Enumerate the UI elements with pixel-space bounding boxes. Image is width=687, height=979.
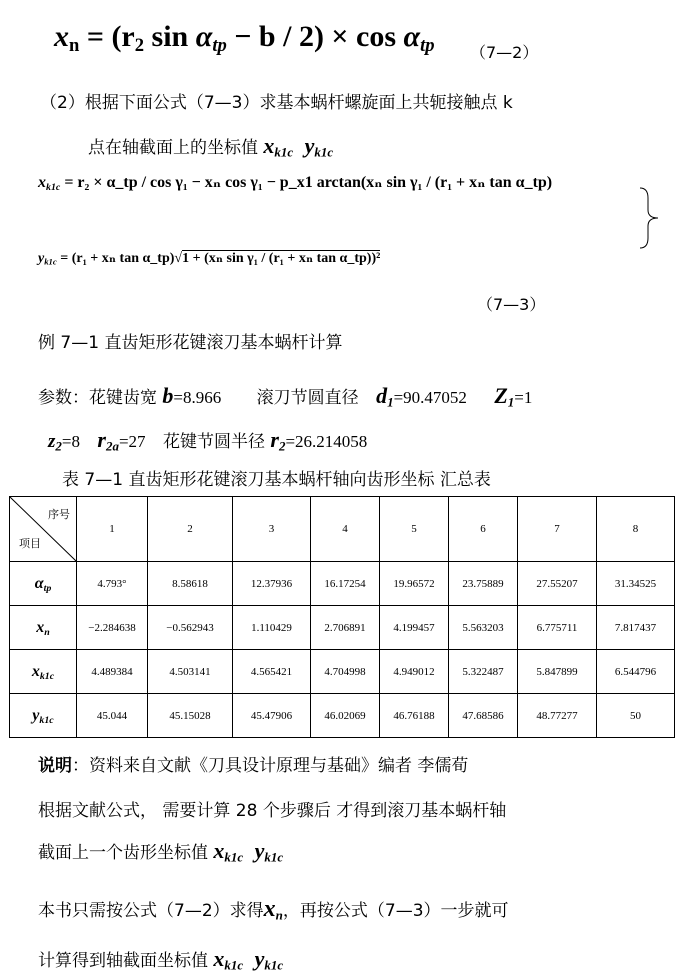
table-header-row bbox=[10, 497, 675, 562]
notes-text: ，再按公式（7—3）一步就可 bbox=[282, 901, 509, 921]
formula-alpha: α bbox=[403, 20, 421, 53]
params-text: 滚刀节圆直径 bbox=[256, 388, 359, 408]
table-cell: 5.322487 bbox=[449, 650, 518, 694]
val-z2: =8 bbox=[61, 432, 80, 451]
val-z1: =1 bbox=[514, 388, 533, 407]
table-cell: 12.37936 bbox=[233, 562, 311, 606]
col-header: 8 bbox=[597, 497, 675, 562]
table-cell: 5.847899 bbox=[518, 650, 597, 694]
sqrt-sign: √ bbox=[174, 251, 183, 266]
row-symbol: x bbox=[31, 662, 40, 680]
notes-line5 bbox=[38, 946, 283, 972]
var-sub: k1c bbox=[224, 849, 244, 865]
table-cell: 2.706891 bbox=[311, 606, 380, 650]
table-cell: 4.704998 bbox=[311, 650, 380, 694]
var-z1: Z bbox=[494, 383, 508, 408]
var-y: y bbox=[254, 838, 265, 863]
var-r2a: r bbox=[97, 427, 106, 452]
table-cell: 16.17254 bbox=[311, 562, 380, 606]
var-sub: 1 bbox=[507, 394, 515, 410]
table-cell: 6.775711 bbox=[518, 606, 597, 650]
table-cell: 4.503141 bbox=[148, 650, 233, 694]
table-cell: 4.489384 bbox=[77, 650, 148, 694]
notes-line2: 根据文献公式， 需要计算 28 个步骤后 才得到滚刀基本蜗杆轴 bbox=[38, 801, 507, 821]
var-x: x bbox=[213, 946, 225, 971]
formula-sub: 2 bbox=[134, 35, 145, 57]
table-cell: 1.110429 bbox=[233, 606, 311, 650]
var-d1: d bbox=[376, 383, 388, 408]
corner-label-seq: 序号 bbox=[48, 508, 70, 521]
para2-line2 bbox=[88, 133, 333, 159]
var-b: b bbox=[162, 383, 174, 408]
table-row bbox=[10, 606, 675, 650]
col-header: 3 bbox=[233, 497, 311, 562]
formula-sub: tp bbox=[212, 35, 227, 57]
table-row bbox=[10, 562, 675, 606]
formula-7-3-x bbox=[38, 172, 552, 192]
col-header: 4 bbox=[311, 497, 380, 562]
row-symbol-sub: k1c bbox=[39, 714, 54, 726]
table-cell: 4.793° bbox=[77, 562, 148, 606]
table-row bbox=[10, 694, 675, 738]
table-cell: 4.949012 bbox=[380, 650, 449, 694]
right-brace bbox=[638, 186, 662, 250]
col-header: 7 bbox=[518, 497, 597, 562]
formula-7-2 bbox=[54, 20, 435, 57]
table-cell: 5.563203 bbox=[449, 606, 518, 650]
val-d1: =90.47052 bbox=[393, 388, 467, 407]
formula-alpha: α bbox=[195, 20, 213, 53]
coordinate-table bbox=[9, 496, 675, 738]
notes-text: 本书只需按公式（7—2）求得 bbox=[38, 901, 264, 921]
var-sub: k1c bbox=[314, 144, 334, 160]
params-label: 参数：花键齿宽 bbox=[38, 388, 157, 408]
table-cell: 8.58618 bbox=[148, 562, 233, 606]
formula-sub: tp bbox=[420, 35, 435, 57]
notes-text: 截面上一个齿形坐标值 bbox=[38, 843, 208, 863]
formula-lhs-sub: n bbox=[69, 35, 80, 57]
table-cell: 31.34525 bbox=[597, 562, 675, 606]
var-sub: k1c bbox=[264, 957, 284, 973]
equation-number-7-3: （7—3） bbox=[477, 295, 546, 314]
var-sub: k1c bbox=[274, 144, 294, 160]
table-cell: 50 bbox=[597, 694, 675, 738]
table-cell: 45.044 bbox=[77, 694, 148, 738]
table-cell: 47.68586 bbox=[449, 694, 518, 738]
table-cell: 19.96572 bbox=[380, 562, 449, 606]
formula-part: sin bbox=[144, 20, 196, 53]
formula-part: − b / 2) × cos bbox=[226, 20, 404, 53]
corner-label-item: 项目 bbox=[19, 537, 41, 550]
table-cell: 4.565421 bbox=[233, 650, 311, 694]
notes-label: 说明 bbox=[38, 756, 72, 776]
formula-part: = (r bbox=[79, 20, 135, 53]
col-header: 2 bbox=[148, 497, 233, 562]
var-sub: 2 bbox=[55, 438, 62, 454]
var-x: x bbox=[263, 133, 275, 158]
var-y: y bbox=[304, 133, 315, 158]
example-title: 例 7—1 直齿矩形花键滚刀基本蜗杆计算 bbox=[38, 333, 343, 353]
row-symbol-sub: k1c bbox=[39, 670, 55, 682]
table-cell: 4.199457 bbox=[380, 606, 449, 650]
row-symbol: α bbox=[34, 574, 44, 592]
col-header: 6 bbox=[449, 497, 518, 562]
col-header: 1 bbox=[77, 497, 148, 562]
row-header bbox=[10, 694, 77, 738]
para2-text: 点在轴截面上的坐标值 bbox=[88, 138, 258, 158]
notes-line4 bbox=[38, 896, 509, 923]
var-xn: x bbox=[263, 896, 276, 922]
var-sub: n bbox=[275, 907, 283, 923]
var-y: y bbox=[254, 946, 265, 971]
table-cell: 48.77277 bbox=[518, 694, 597, 738]
table-cell: 27.55207 bbox=[518, 562, 597, 606]
var-sub: k1c bbox=[224, 957, 244, 973]
table-row bbox=[10, 650, 675, 694]
table-caption: 表 7—1 直齿矩形花键滚刀基本蜗杆轴向齿形坐标 汇总表 bbox=[62, 470, 491, 490]
formula-lhs: x bbox=[54, 20, 69, 53]
formula-sub: k1c bbox=[46, 181, 61, 193]
var-sub: 2 bbox=[278, 438, 286, 454]
para2-line1: （2）根据下面公式（7—3）求基本蜗杆螺旋面上共轭接触点 k bbox=[40, 93, 513, 113]
table-cell: 45.47906 bbox=[233, 694, 311, 738]
val-b: =8.966 bbox=[173, 388, 222, 407]
example-params-line2 bbox=[48, 427, 367, 453]
formula-rhs: = r₂ × α_tp / cos γ₁ − xₙ cos γ₁ − p_x1 arctan(xₙ sin γ₁ / (r₁ + xₙ tan α_tp) bbox=[64, 174, 553, 191]
var-sub: k1c bbox=[264, 849, 284, 865]
example-params-line1 bbox=[38, 383, 532, 409]
row-header bbox=[10, 606, 77, 650]
formula-sub: k1c bbox=[44, 256, 57, 267]
table-cell: 23.75889 bbox=[449, 562, 518, 606]
var-z2: z bbox=[48, 431, 56, 452]
row-symbol-sub: tp bbox=[43, 582, 52, 594]
table-cell: 46.76188 bbox=[380, 694, 449, 738]
formula-rhs: = (r₁ + xₙ tan α_tp) bbox=[60, 251, 175, 266]
notes-text: ：资料来自文献《刀具设计原理与基础》编者 李儒荀 bbox=[72, 756, 469, 776]
sqrt-content: 1 + (xₙ sin γ₁ / (r₁ + xₙ tan α_tp))² bbox=[182, 251, 381, 266]
val-r2: =26.214058 bbox=[285, 432, 368, 451]
formula-7-3-y bbox=[38, 250, 380, 267]
table-cell: −0.562943 bbox=[148, 606, 233, 650]
table-cell: −2.284638 bbox=[77, 606, 148, 650]
notes-line1 bbox=[38, 751, 468, 776]
formula-lhs: x bbox=[38, 174, 46, 191]
notes-text: 计算得到轴截面坐标值 bbox=[38, 951, 208, 971]
var-r2: r bbox=[270, 427, 279, 452]
equation-number-7-2: （7—2） bbox=[470, 43, 539, 62]
formula-lhs: y bbox=[38, 251, 45, 266]
var-x: x bbox=[213, 838, 225, 863]
table-cell: 6.544796 bbox=[597, 650, 675, 694]
val-r2a: =27 bbox=[118, 432, 146, 451]
notes-line3 bbox=[38, 838, 283, 864]
var-sub: 1 bbox=[387, 394, 394, 410]
table-cell: 46.02069 bbox=[311, 694, 380, 738]
row-symbol: x bbox=[36, 618, 45, 636]
row-symbol: y bbox=[32, 706, 40, 724]
row-header bbox=[10, 562, 77, 606]
params-text: 花键节圆半径 bbox=[162, 432, 265, 452]
table-corner-cell bbox=[10, 497, 77, 562]
table-cell: 7.817437 bbox=[597, 606, 675, 650]
row-header bbox=[10, 650, 77, 694]
table-cell: 45.15028 bbox=[148, 694, 233, 738]
var-sub: 2a bbox=[105, 438, 119, 454]
row-symbol-sub: n bbox=[44, 626, 50, 638]
col-header: 5 bbox=[380, 497, 449, 562]
